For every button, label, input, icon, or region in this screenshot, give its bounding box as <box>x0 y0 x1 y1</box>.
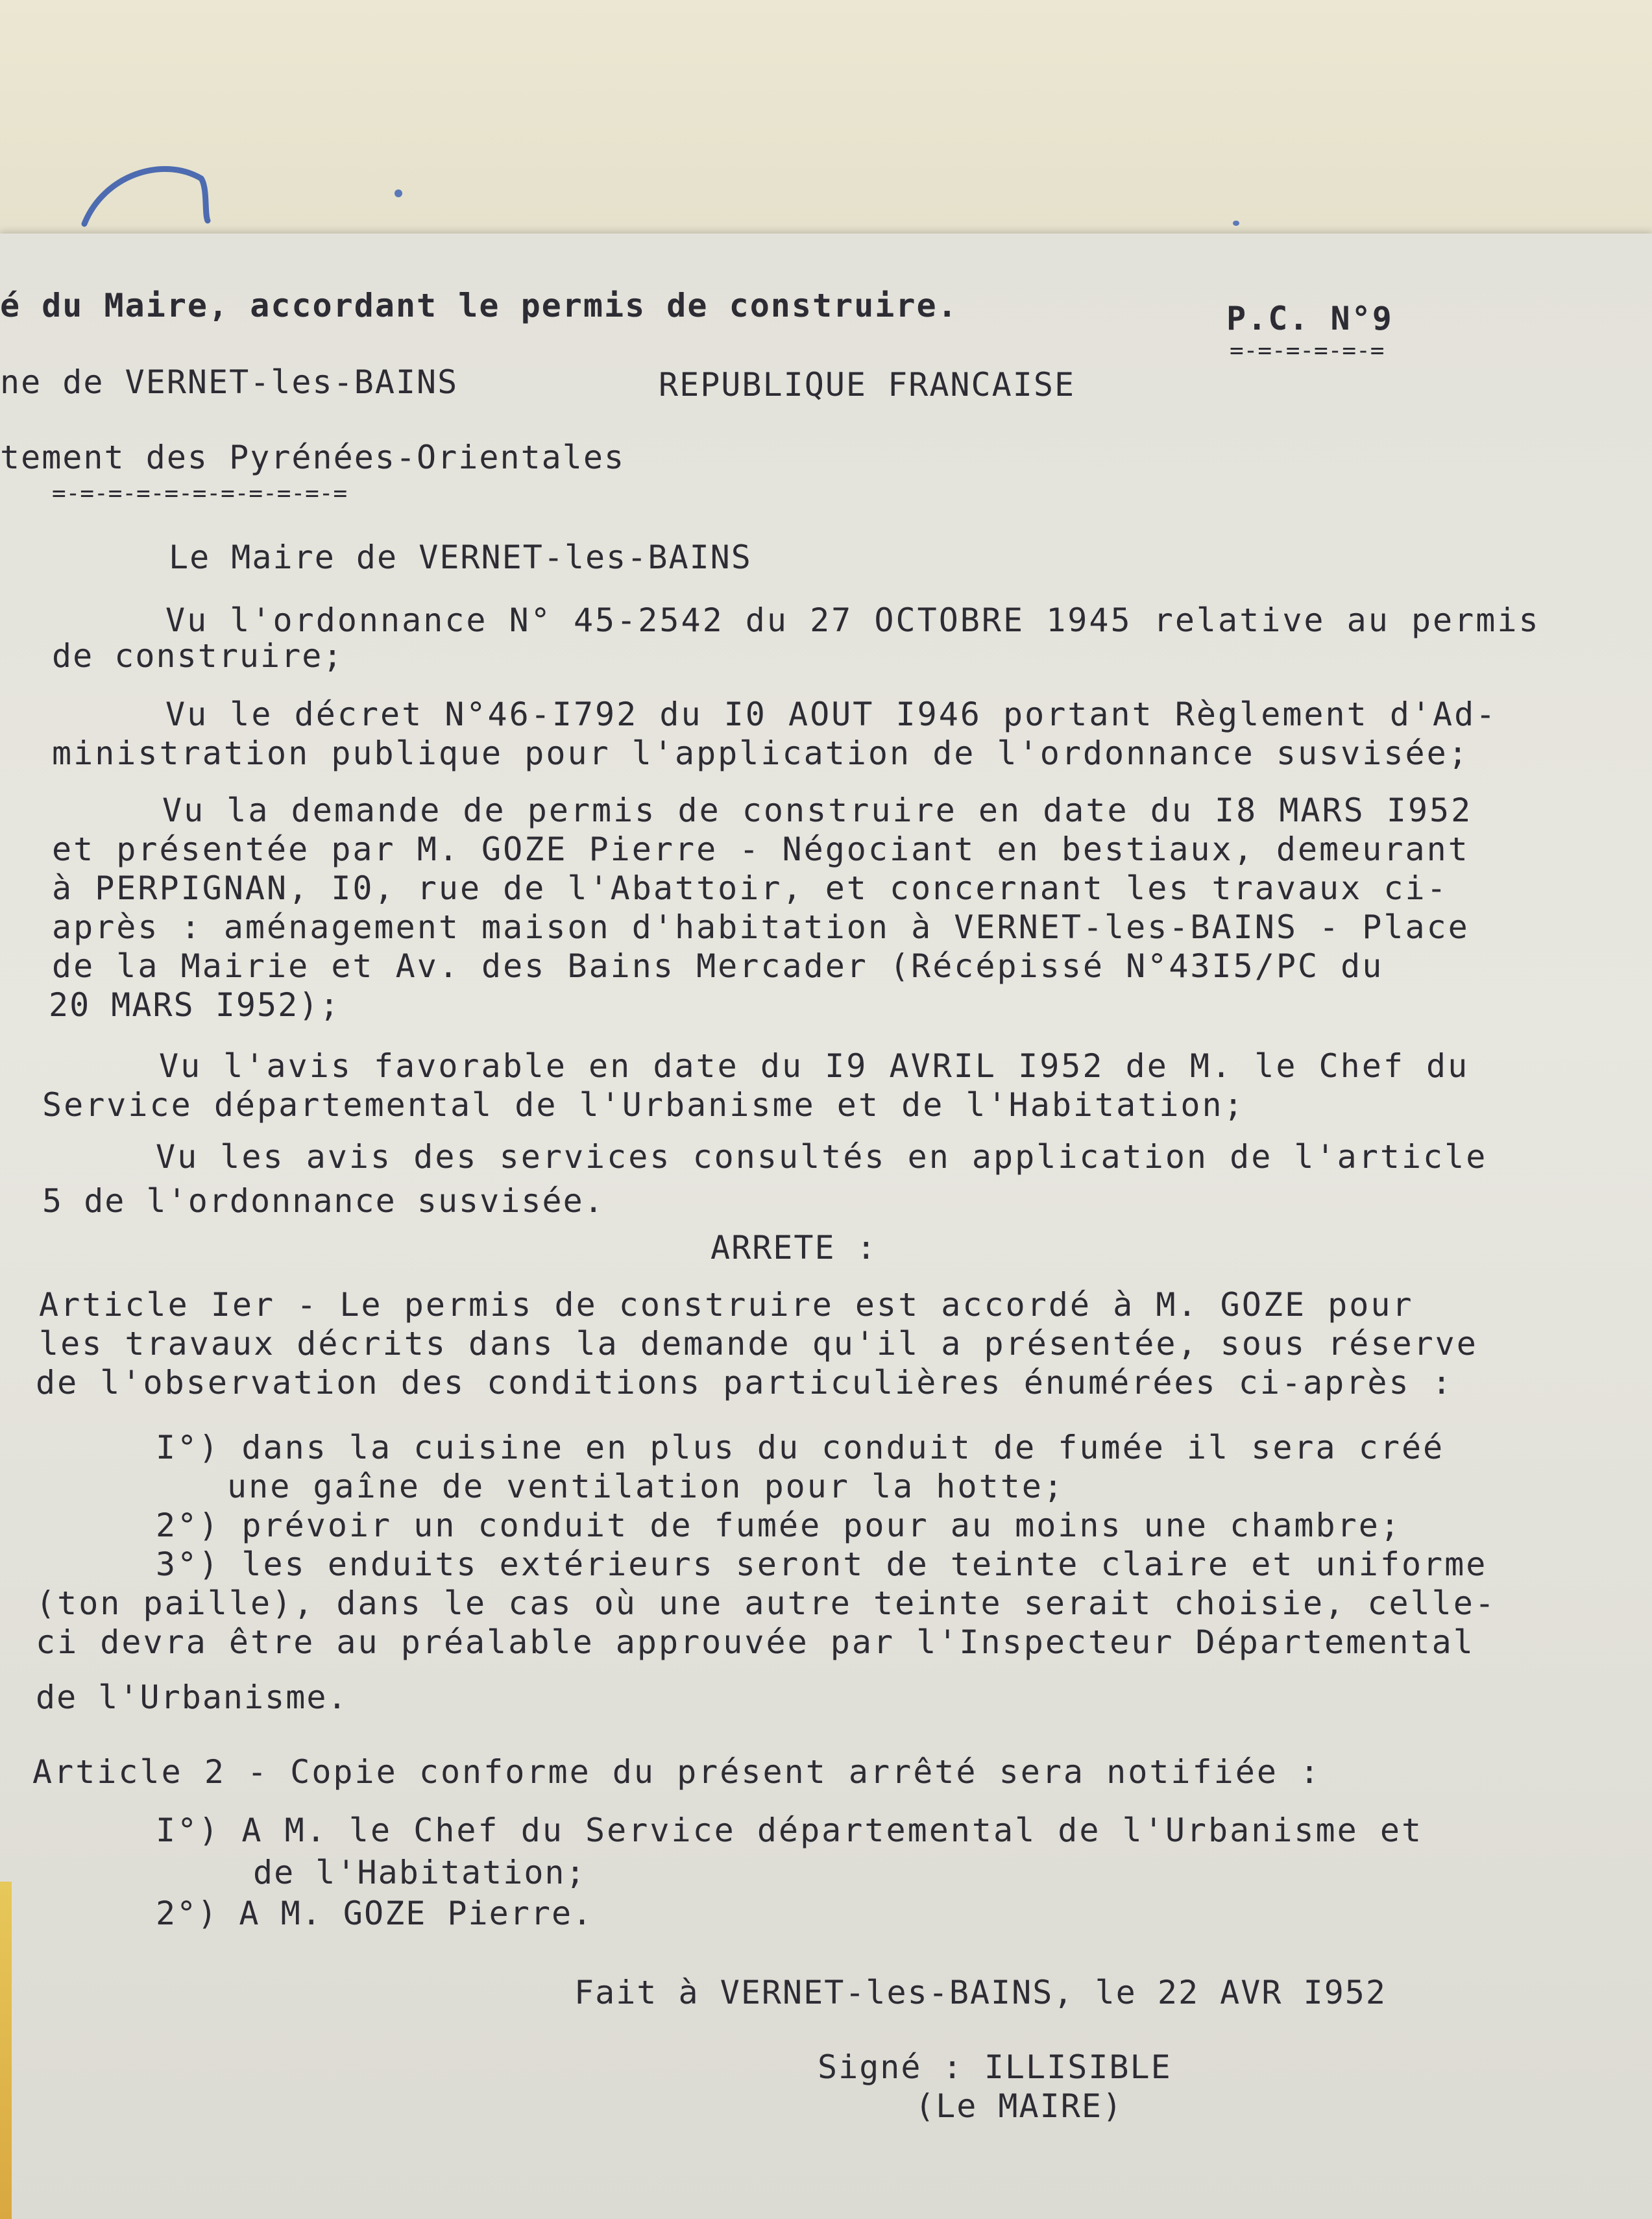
place-and-date: Fait à VERNET-les-BAINS, le 22 AVR I952 <box>574 1974 1387 2011</box>
article-2: Article 2 - Copie conforme du présent arrêté sera notifiée : <box>32 1753 1322 1791</box>
condition-item: de l'Urbanisme. <box>36 1679 348 1716</box>
permit-number-rule: =-=-=-=-=-= <box>1230 337 1385 364</box>
department-rule: =-=-=-=-=-=-=-=-=-=-= <box>52 480 348 507</box>
considerant-demande: après : aménagement maison d'habitation à VERNET-les-BAINS - Place <box>52 908 1470 946</box>
considerant-demande: de la Mairie et Av. des Bains Mercader (Récépissé N°43I5/PC du <box>52 947 1384 985</box>
condition-item: 2°) prévoir un conduit de fumée pour au moins une chambre; <box>156 1507 1402 1544</box>
condition-item: (ton paille), dans le cas où une autre teinte serait choisie, celle- <box>36 1584 1496 1622</box>
considerant-demande: Vu la demande de permis de construire en date du I8 MARS I952 <box>162 792 1473 829</box>
considerant-demande: et présentée par M. GOZE Pierre - Négociant en bestiaux, demeurant <box>52 831 1470 868</box>
considerant-demande: 20 MARS I952); <box>49 986 341 1024</box>
considerant-services: Vu les avis des services consultés en application de l'article <box>156 1138 1488 1176</box>
condition-item: ci devra être au préalable approuvée par l'Inspecteur Départemental <box>36 1623 1475 1661</box>
commune-name: ne de VERNET-les-BAINS <box>0 363 459 401</box>
considerant-ordonnance: Vu l'ordonnance N° 45-2542 du 27 OCTOBRE 1945 relative au permis <box>165 601 1540 639</box>
considerant-services: 5 de l'ordonnance susvisée. <box>42 1182 605 1220</box>
recipient-item: I°) A M. le Chef du Service départemental de l'Urbanisme et <box>156 1812 1424 1849</box>
considerant-avis: Service départemental de l'Urbanisme et de l'Habitation; <box>42 1086 1245 1124</box>
ink-dot-icon <box>395 189 402 197</box>
arrete-heading: ARRETE : <box>711 1229 877 1267</box>
considerant-decret: ministration publique pour l'application de l'ordonnance susvisée; <box>52 734 1470 772</box>
considerant-decret: Vu le décret N°46-I792 du I0 AOUT I946 portant Règlement d'Ad- <box>165 696 1498 733</box>
signature-line: Signé : ILLISIBLE <box>818 2048 1172 2086</box>
ink-dot-icon <box>1233 221 1239 226</box>
article-1: de l'observation des conditions particulières énumérées ci-après : <box>36 1364 1453 1401</box>
condition-item: une gaîne de ventilation pour la hotte; <box>227 1468 1065 1505</box>
permit-number: P.C. N°9 <box>1226 300 1393 337</box>
department-name: tement des Pyrénées-Orientales <box>0 439 626 476</box>
article-1: les travaux décrits dans la demande qu'il a présentée, sous réserve <box>39 1325 1478 1363</box>
mayor-line: Le Maire de VERNET-les-BAINS <box>169 539 752 576</box>
signatory-role: (Le MAIRE) <box>915 2087 1124 2125</box>
binder-edge <box>0 1882 12 2219</box>
republic-heading: REPUBLIQUE FRANCAISE <box>659 366 1076 404</box>
recipient-item: 2°) A M. GOZE Pierre. <box>156 1895 594 1932</box>
considerant-demande: à PERPIGNAN, I0, rue de l'Abattoir, et concernant les travaux ci- <box>52 869 1448 907</box>
condition-item: I°) dans la cuisine en plus du conduit de fumée il sera créé <box>156 1429 1445 1466</box>
considerant-ordonnance: de construire; <box>52 637 344 675</box>
underlying-sheet <box>0 0 1652 273</box>
recipient-item: de l'Habitation; <box>253 1854 587 1891</box>
document-title: é du Maire, accordant le permis de construire. <box>0 287 958 324</box>
ink-stroke-icon <box>78 149 221 234</box>
condition-item: 3°) les enduits extérieurs seront de teinte claire et uniforme <box>156 1546 1488 1583</box>
article-1: Article Ier - Le permis de construire est accordé à M. GOZE pour <box>39 1286 1414 1324</box>
considerant-avis: Vu l'avis favorable en date du I9 AVRIL I952 de M. le Chef du <box>159 1047 1470 1085</box>
